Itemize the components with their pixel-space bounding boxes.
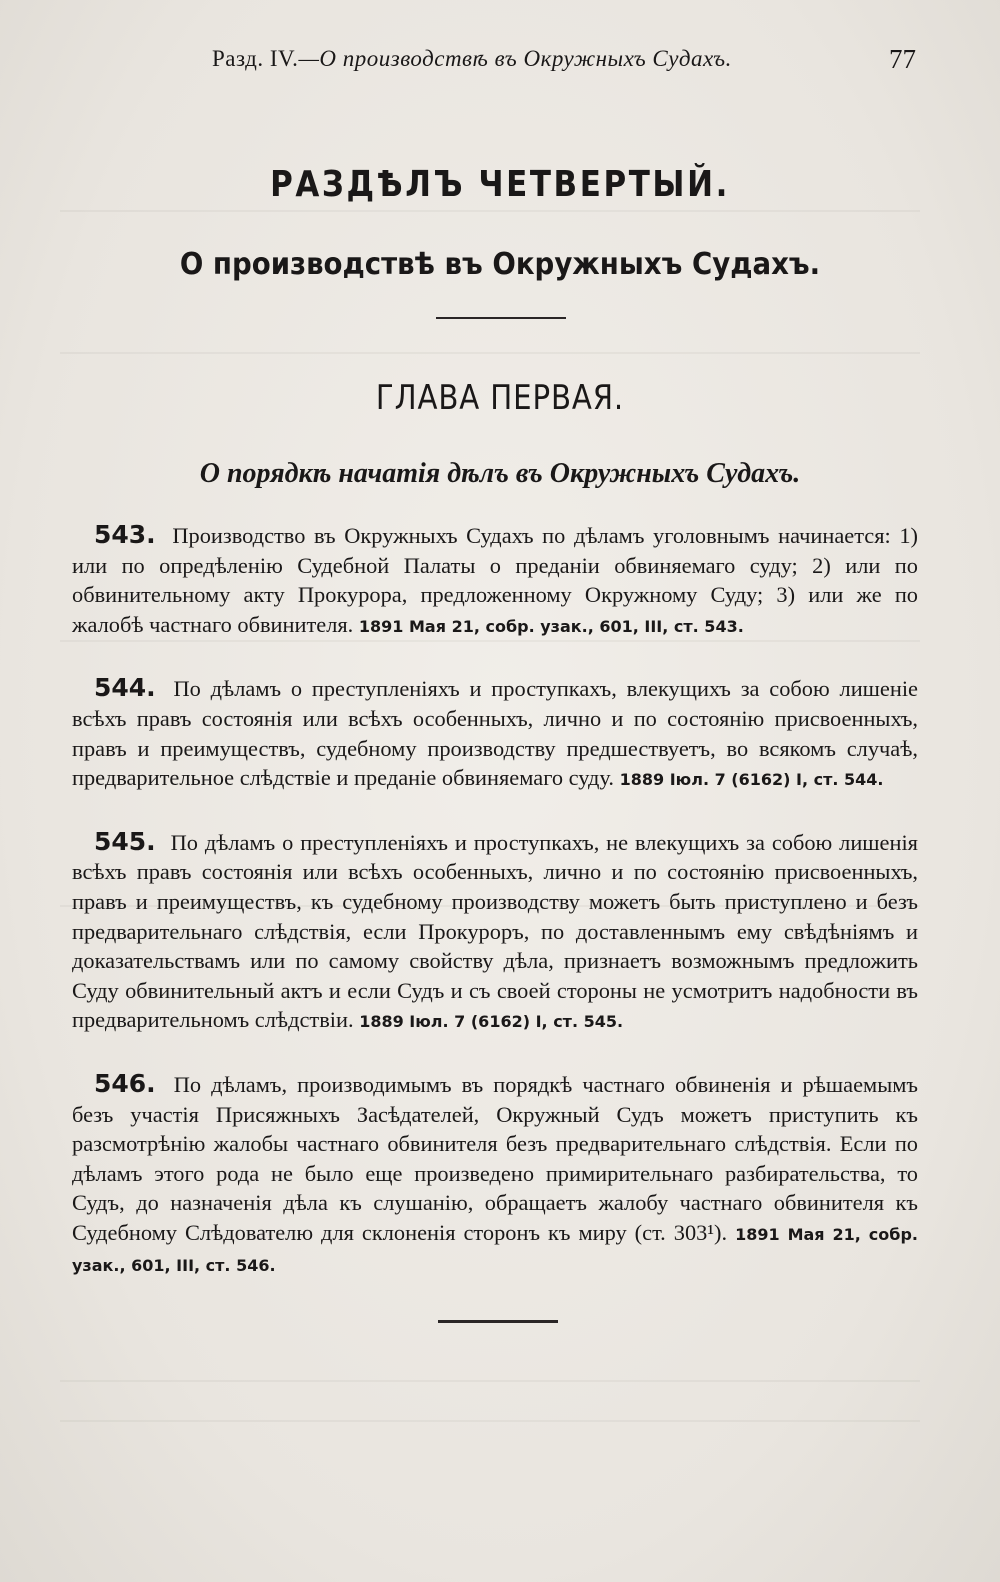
article-545 [72, 827, 918, 1037]
chapter-title: ГЛАВА ПЕРВАЯ. [375, 378, 625, 418]
article-number: 543. [94, 520, 156, 549]
article-543 [72, 520, 918, 641]
chapter-subtitle: О порядкѣ начатія дѣлъ въ Окружныхъ Судахъ. [199, 458, 801, 489]
article-546 [72, 1069, 918, 1281]
running-section-title: —О производствѣ въ Окружныхъ Судахъ. [298, 46, 732, 71]
article-number: 546. [94, 1068, 156, 1098]
article-citation: 1889 Іюл. 7 (6162) I, ст. 545. [359, 1012, 624, 1032]
article-citation: 1891 Мая 21, собр. узак., 601, III, ст. 543. [358, 616, 744, 636]
page-number: 77 [889, 44, 916, 74]
separator-rule [436, 317, 566, 319]
part-subtitle: О производствѣ въ Окружныхъ Судахъ. [179, 247, 821, 282]
article-text: По дѣламъ о преступленіяхъ и проступкахъ, влекущихъ за собою лишеніе всѣхъ правъ состоянія или всѣхъ особенныхъ, лично и по состоянію присвоенныхъ, правъ и преимуществъ, судебному производству предшествуетъ, во всякомъ случаѣ, предварительное слѣдствіе и преданіе обвиняемаго суду. [72, 676, 918, 791]
end-rule [438, 1320, 558, 1323]
running-head [0, 44, 1000, 80]
article-citation: 1889 Іюл. 7 (6162) I, ст. 544. [619, 770, 884, 790]
article-text: По дѣламъ, производимымъ въ порядкѣ частнаго обвиненія и рѣшаемымъ безъ участія Присяжныхъ Засѣдателей, Окружный Судъ можетъ приступить къ разсмотрѣнію жалобы частнаго обвинителя безъ предварительнаго слѣдствія. Если по дѣламъ этого рода не было еще произведено примирительнаго разбирательства, то Судъ, до назначенія дѣла къ слушанію, обращаетъ жалобу частнаго обвинителя къ Судебному Слѣдователю для склоненія сторонъ къ миру (ст. 303¹). [72, 1071, 918, 1245]
article-text: Производство въ Окружныхъ Судахъ по дѣламъ уголовнымъ начинается: 1) или по опредѣленію Судебной Палаты о преданіи обвиняемаго суду; 2) или по обвинительному акту Прокурора, предложенному Окружному Суду; 3) или же по жалобѣ частнаго обвинителя. [72, 523, 919, 637]
part-title: РАЗДѢЛЪ ЧЕТВЕРТЫЙ. [270, 164, 730, 205]
running-title [212, 46, 732, 72]
article-number: 544. [94, 673, 156, 703]
running-section: Разд. IV. [212, 46, 299, 71]
article-number: 545. [94, 826, 156, 856]
articles-body [72, 520, 918, 1313]
article-text: По дѣламъ о преступленіяхъ и проступкахъ, не влекущихъ за собою лишенія всѣхъ правъ состоянія или всѣхъ особенныхъ, лично и по состоянію присвоенныхъ, правъ и преимуществъ, къ судебному производству можетъ быть приступлено и безъ предварительнаго слѣдствія, если Прокуроръ, по доставленнымъ ему свѣдѣніямъ и доказательствамъ или по самому свойству дѣла, признаетъ возможнымъ предложить Суду обвинительный актъ и если Судъ и съ своей стороны не усмотритъ надобности въ предварительномъ слѣдствіи. [72, 829, 918, 1033]
article-544 [72, 673, 918, 794]
article-citation: 1891 Мая 21, собр. узак., 601, III, ст. 546. [72, 1224, 918, 1276]
